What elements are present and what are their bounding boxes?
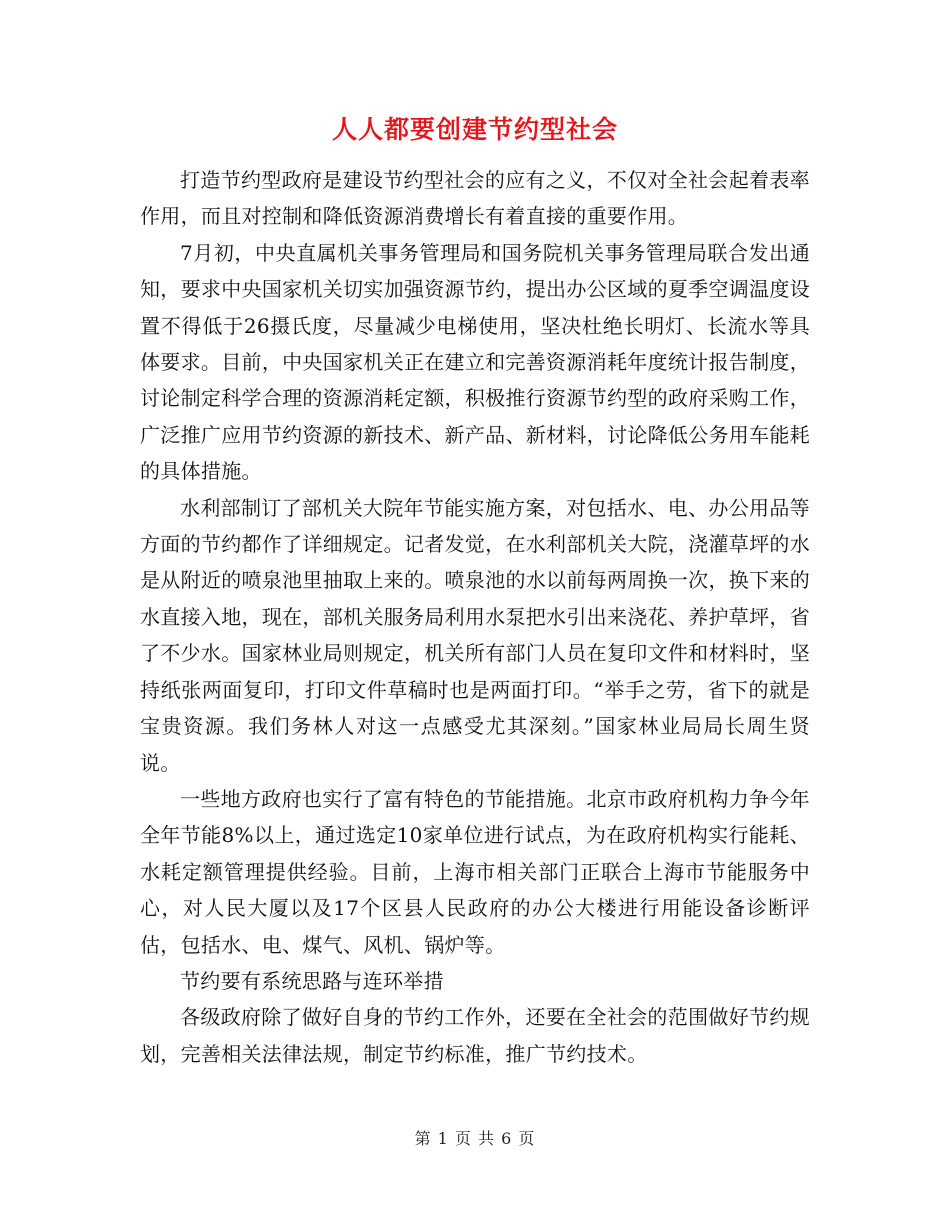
paragraph-intro: 打造节约型政府是建设节约型社会的应有之义，不仅对全社会起着表率作用，而且对控制和降低资源消费增长有着直接的重要作用。: [140, 168, 810, 229]
paragraph-ministries: 水利部制订了部机关大院年节能实施方案，对包括水、电、办公用品等方面的节约都作了详细规定。记者发觉，在水利部机关大院，浇灌草坪的水是从附近的喷泉池里抽取上来的。喷泉池的水以前每两周换一次，换下来的水直接入地，现在，部机关服务局利用水泵把水引出来浇花、养护草坪，省了不少水。国家林业局则规定，机关所有部门人员在复印文件和材料时，坚持纸张两面复印，打印文件草稿时也是两面打印。“举手之劳，省下的就是宝贵资源。我们务林人对这一点感受尤其深刻。”国家林业局局长周生贤说。: [140, 495, 810, 775]
page-footer: [0, 1126, 950, 1149]
paragraph-central-agencies: 7月初，中央直属机关事务管理局和国务院机关事务管理局联合发出通知，要求中央国家机关切实加强资源节约，提出办公区域的夏季空调温度设置不得低于26摄氏度，尽量减少电梯使用，坚决杜绝长明灯、长流水等具体要求。目前，中央国家机关正在建立和完善资源消耗年度统计报告制度，讨论制定科学合理的资源消耗定额，积极推行资源节约型的政府采购工作，广泛推广应用节约资源的新技术、新产品、新材料，讨论降低公务用车能耗的具体措施。: [140, 240, 810, 484]
page-number: 第 1 页 共 6 页: [414, 1129, 536, 1148]
document-body: [140, 162, 810, 1072]
document-title: 人人都要创建节约型社会: [331, 115, 618, 144]
paragraph-local-governments: 一些地方政府也实行了富有特色的节能措施。北京市政府机构力争今年全年节能8%以上，通过选定10家单位进行试点，为在政府机构实行能耗、水耗定额管理提供经验。目前，上海市相关部门正联合上海市节能服务中心，对人民大厦以及17个区县人民政府的办公大楼进行用能设备诊断评估，包括水、电、煤气、风机、锅炉等。: [140, 786, 810, 957]
paragraph-conclusion: 各级政府除了做好自身的节约工作外，还要在全社会的范围做好节约规划，完善相关法律法规，制定节约标准，推广节约技术。: [140, 1005, 810, 1066]
section-heading: 节约要有系统思路与连环举措: [180, 968, 444, 993]
